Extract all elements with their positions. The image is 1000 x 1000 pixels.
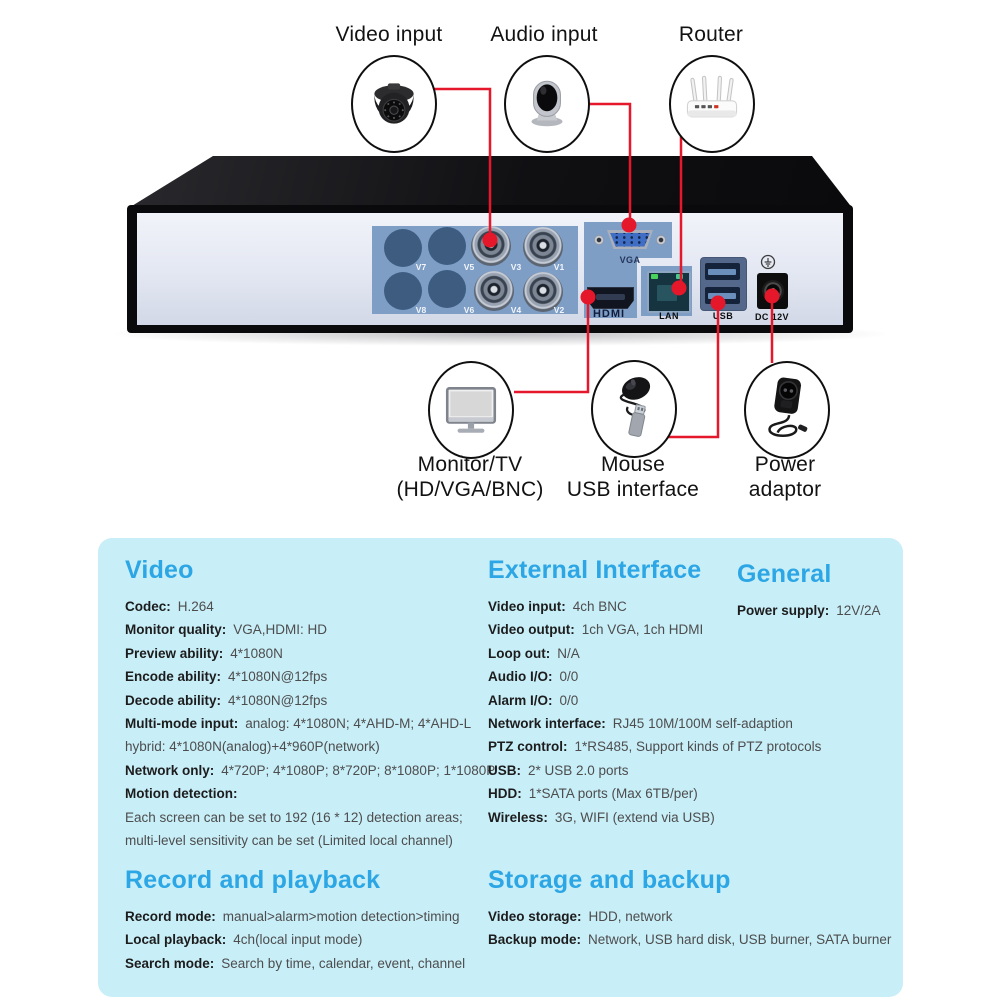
spec-row: Each screen can be set to 192 (16 * 12) detection areas; — [125, 809, 463, 825]
spec-row: Preview ability: 4*1080N — [125, 645, 283, 661]
power-adaptor-icon — [755, 374, 819, 446]
spec-row: Loop out: N/A — [488, 645, 580, 661]
audio-input-callout — [504, 55, 590, 153]
bnc-connector-v3 — [471, 226, 511, 266]
dome-camera-icon — [363, 73, 425, 135]
hdmi-port-label: HDMI — [592, 308, 626, 320]
spec-row: Network interface: RJ45 10M/100M self-adaption — [488, 716, 793, 732]
ptz-camera-icon — [516, 73, 578, 135]
bnc-label: V1 — [553, 262, 565, 272]
spec-section-video — [125, 556, 496, 852]
spec-row: Network only: 4*720P; 4*1080P; 8*720P; 8*1080P; 1*1080P — [125, 762, 496, 778]
spec-row: USB: 2* USB 2.0 ports — [488, 762, 629, 778]
dc-port-label: DC 12V — [755, 312, 789, 322]
spec-row: Search mode: Search by time, calendar, event, channel — [125, 955, 466, 971]
mouse-label-line1: Mouse — [600, 453, 666, 476]
monitor-label-line2: (HD/VGA/BNC) — [396, 478, 544, 501]
section-title: Record and playback — [125, 866, 381, 894]
ground-symbol-icon — [760, 254, 776, 270]
monitor-label-line1: Monitor/TV — [417, 453, 523, 476]
blank-hole — [428, 227, 466, 265]
spec-row: Power supply: 12V/2A — [737, 603, 881, 618]
monitor-callout — [428, 361, 514, 459]
section-title: External Interface — [488, 556, 702, 584]
power-label-line1: Power — [754, 453, 816, 476]
vga-screw — [594, 235, 604, 245]
spec-row: Decode ability: 4*1080N@12fps — [125, 692, 328, 708]
section-title: Storage and backup — [488, 866, 731, 894]
section-title: General — [737, 560, 832, 588]
spec-row: Backup mode: Network, USB hard disk, USB burner, SATA burner — [488, 932, 892, 948]
bnc-label: V6 — [463, 305, 475, 315]
power-label-line2: adaptor — [748, 478, 822, 501]
lan-led — [676, 274, 683, 279]
spec-row: Video input: 4ch BNC — [488, 599, 627, 614]
bnc-label: V5 — [463, 262, 475, 272]
spec-row: HDD: 1*SATA ports (Max 6TB/per) — [488, 786, 698, 802]
spec-row: Motion detection: — [125, 786, 238, 802]
monitor-icon — [440, 379, 502, 441]
lan-led — [651, 274, 658, 279]
spec-row: hybrid: 4*1080N(analog)+4*960P(network) — [125, 739, 380, 755]
spec-row: Multi-mode input: analog: 4*1080N; 4*AHD-M; 4*AHD-L — [125, 716, 472, 732]
spec-row: Record mode: manual>alarm>motion detection>timing — [125, 909, 460, 924]
router-icon — [680, 72, 744, 136]
bnc-label: V2 — [553, 305, 565, 315]
audio-input-label: Audio input — [490, 23, 598, 46]
spec-section-storage-backup — [488, 866, 898, 952]
spec-row: Encode ability: 4*1080N@12fps — [125, 669, 328, 685]
spec-row: Wireless: 3G, WIFI (extend via USB) — [488, 809, 715, 825]
section-title: Video — [125, 556, 194, 584]
spec-row: multi-level sensitivity can be set (Limited local channel) — [125, 833, 453, 849]
power-callout-label — [685, 452, 885, 502]
video-input-label: Video input — [335, 23, 443, 46]
bnc-label: V3 — [510, 262, 522, 272]
spec-row: Local playback: 4ch(local input mode) — [125, 932, 363, 948]
bnc-label: V8 — [415, 305, 427, 315]
video-input-callout — [351, 55, 437, 153]
blank-hole — [428, 270, 466, 308]
bnc-label: V4 — [510, 305, 522, 315]
spec-row: Audio I/O: 0/0 — [488, 669, 579, 685]
router-label: Router — [678, 23, 744, 46]
spec-section-record-playback — [125, 866, 495, 975]
spec-row: Codec: H.264 — [125, 599, 214, 614]
bnc-connector-v1 — [523, 227, 563, 267]
spec-row: Monitor quality: VGA,HDMI: HD — [125, 622, 328, 638]
spec-section-general — [737, 560, 897, 622]
lan-port-label: LAN — [659, 311, 679, 321]
mouse-label-line2: USB interface — [566, 478, 700, 501]
spec-row: Video output: 1ch VGA, 1ch HDMI — [488, 622, 704, 638]
vga-port-label: VGA — [619, 255, 641, 265]
bnc-connector-group — [372, 226, 578, 314]
power-callout — [744, 361, 830, 459]
mouse-usb-icon — [601, 372, 667, 446]
spec-row: Alarm I/O: 0/0 — [488, 692, 579, 708]
vga-screw — [656, 235, 666, 245]
spec-row: Video storage: HDD, network — [488, 909, 673, 924]
dvr-top-surface — [120, 152, 860, 212]
usb-port-label: USB — [712, 311, 734, 321]
router-callout — [669, 55, 755, 153]
mouse-callout — [591, 360, 677, 458]
spec-row: PTZ control: 1*RS485, Support kinds of PTZ protocols — [488, 739, 822, 755]
bnc-label: V7 — [415, 262, 427, 272]
